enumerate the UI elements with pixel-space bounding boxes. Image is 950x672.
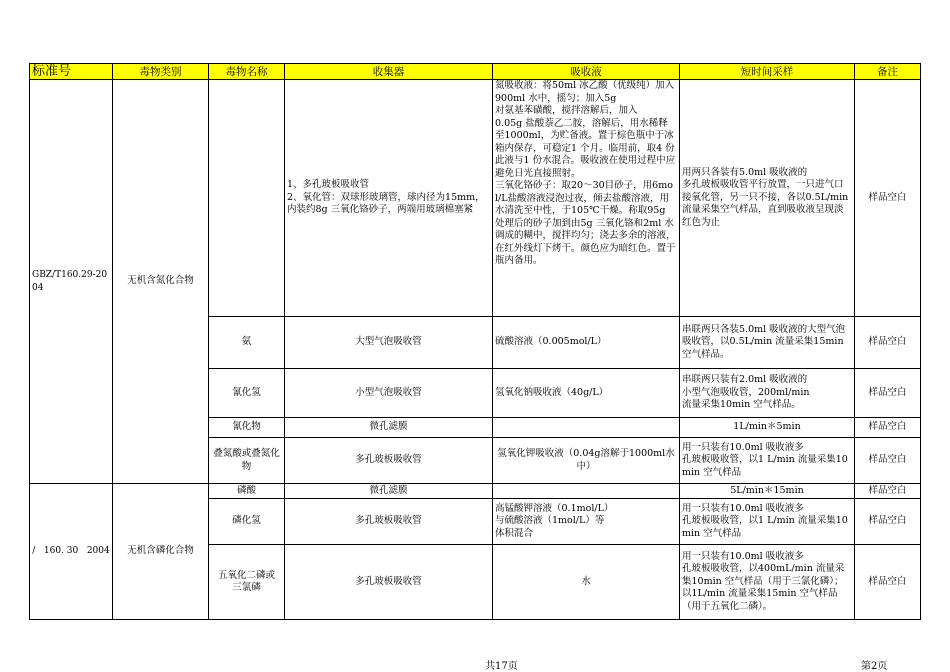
remark-cell: 样品空白 (855, 438, 921, 484)
remark-cell: 样品空白 (855, 369, 921, 418)
collector-cell: 多孔玻板吸收管 (285, 499, 493, 545)
toxin-name-cell: 氰化氢 (209, 369, 285, 418)
footer-page-number: 第2页 (861, 661, 888, 672)
sampling-methods-table (29, 63, 921, 620)
std-no-cell: GBZ/T160.29-2004 (30, 80, 113, 484)
toxin-name-cell: 氨 (209, 317, 285, 369)
collector-cell: 多孔玻板吸收管 (285, 438, 493, 484)
absorbent-cell: 氢氧化钠吸收液（40g/L） (493, 369, 680, 418)
absorbent-cell: 硫酸溶液（0.005mol/L） (493, 317, 680, 369)
remark-cell: 样品空白 (855, 484, 921, 499)
remark-cell: 样品空白 (855, 418, 921, 438)
remark-cell: 样品空白 (855, 80, 921, 317)
header-name: 毒物名称 (209, 64, 285, 80)
std-no-cell: / 160. 30 2004 (30, 484, 113, 620)
sampling-cell: 5L/min＊15min (680, 484, 855, 499)
collector-cell: 小型气泡吸收管 (285, 369, 493, 418)
collector-cell: 微孔滤膜 (285, 484, 493, 499)
absorbent-cell: 氮吸收液：将50ml 冰乙酸（优级纯）加入900ml 水中，摇匀；加入5g 对氨基苯磺酸，搅拌溶解后，加入 0.05g 盐酸萘乙二胺，溶解后，用水稀释至1000ml，为贮备液。置于棕色瓶中于冰箱内保存，可稳定1 个月。临用前，取4 份此液与1 份水混合。吸收液在使用过程中应避免日光直接照射。 三氧化铬砂子：取20～30目砂子，用6mol/L盐酸溶液浸泡过夜，倾去盐酸溶液，用水清洗至中性，于105℃干燥。称取95g 处理后的砂子加到由5g 三氧化铬和2ml 水调成的糊中，搅拌均匀；浇去多余的溶液，在红外线灯下烤干。颜色应为暗红色。置于瓶内备用。 (493, 80, 680, 317)
toxin-name-cell: 氰化物 (209, 418, 285, 438)
sampling-cell: 用一只装有10.0ml 吸收液多 孔玻板吸收管，以1 L/min 流量采集10min 空气样品 (680, 499, 855, 545)
table-row (30, 80, 921, 317)
header-remark: 备注 (855, 64, 921, 80)
sampling-cell: 1L/min＊5min (680, 418, 855, 438)
header-collector: 收集器 (285, 64, 493, 80)
sampling-cell: 用一只装有10.0ml 吸收液多 孔玻板吸收管，以400mL/min 流量采集10min 空气样品（用于三氯化磷）；以1L/min 流量采集15min 空气样品（用于五氧化二磷）。 (680, 545, 855, 620)
sampling-cell: 串联两只装有2.0ml 吸收液的 小型气泡吸收管，200ml/min 流量采集10min 空气样品。 (680, 369, 855, 418)
header-category: 毒物类别 (113, 64, 209, 80)
header-std-no: 标准号 (30, 64, 113, 80)
sampling-cell: 用一只装有10.0ml 吸收液多 孔玻板吸收管，以1 L/min 流量采集10min 空气样品 (680, 438, 855, 484)
table-row (30, 484, 921, 499)
category-cell: 无机含磷化合物 (113, 484, 209, 620)
toxin-name-cell: 磷化氢 (209, 499, 285, 545)
collector-cell: 1、多孔玻板吸收管 2、氧化管：双球形玻璃管，球内径为15mm，内装约8g 三氧化铬砂子，两端用玻璃棉塞紧 (285, 80, 493, 317)
toxin-name-cell (209, 80, 285, 317)
category-cell: 无机含氮化合物 (113, 80, 209, 484)
absorbent-cell: 氢氧化钾吸收液（0.04g溶解于1000ml水中） (493, 438, 680, 484)
sampling-cell: 串联两只各装5.0ml 吸收液的大型气泡吸收管，以0.5L/min 流量采集15min 空气样品。 (680, 317, 855, 369)
absorbent-cell (493, 484, 680, 499)
toxin-name-cell: 叠氮酸或叠氮化 物 (209, 438, 285, 484)
remark-cell: 样品空白 (855, 545, 921, 620)
footer-total-pages: 共17页 (485, 661, 518, 672)
toxin-name-cell: 五氧化二磷或 三氯磷 (209, 545, 285, 620)
remark-cell: 样品空白 (855, 499, 921, 545)
header-row (30, 64, 921, 80)
header-sampling: 短时间采样 (680, 64, 855, 80)
absorbent-cell (493, 418, 680, 438)
sampling-cell: 用两只各装有5.0ml 吸收液的 多孔玻板吸收管平行放置，一只进气口接氧化管，另一只不接，各以0.5L/min 流量采集空气样品，直到吸收液呈现淡红色为止 (680, 80, 855, 317)
remark-cell: 样品空白 (855, 317, 921, 369)
absorbent-cell: 水 (493, 545, 680, 620)
collector-cell: 微孔滤膜 (285, 418, 493, 438)
collector-cell: 多孔玻板吸收管 (285, 545, 493, 620)
header-absorbent: 吸收液 (493, 64, 680, 80)
collector-cell: 大型气泡吸收管 (285, 317, 493, 369)
absorbent-cell: 高锰酸钾溶液（0.1mol/L） 与硫酸溶液（1mol/L）等 体积混合 (493, 499, 680, 545)
toxin-name-cell: 磷酸 (209, 484, 285, 499)
